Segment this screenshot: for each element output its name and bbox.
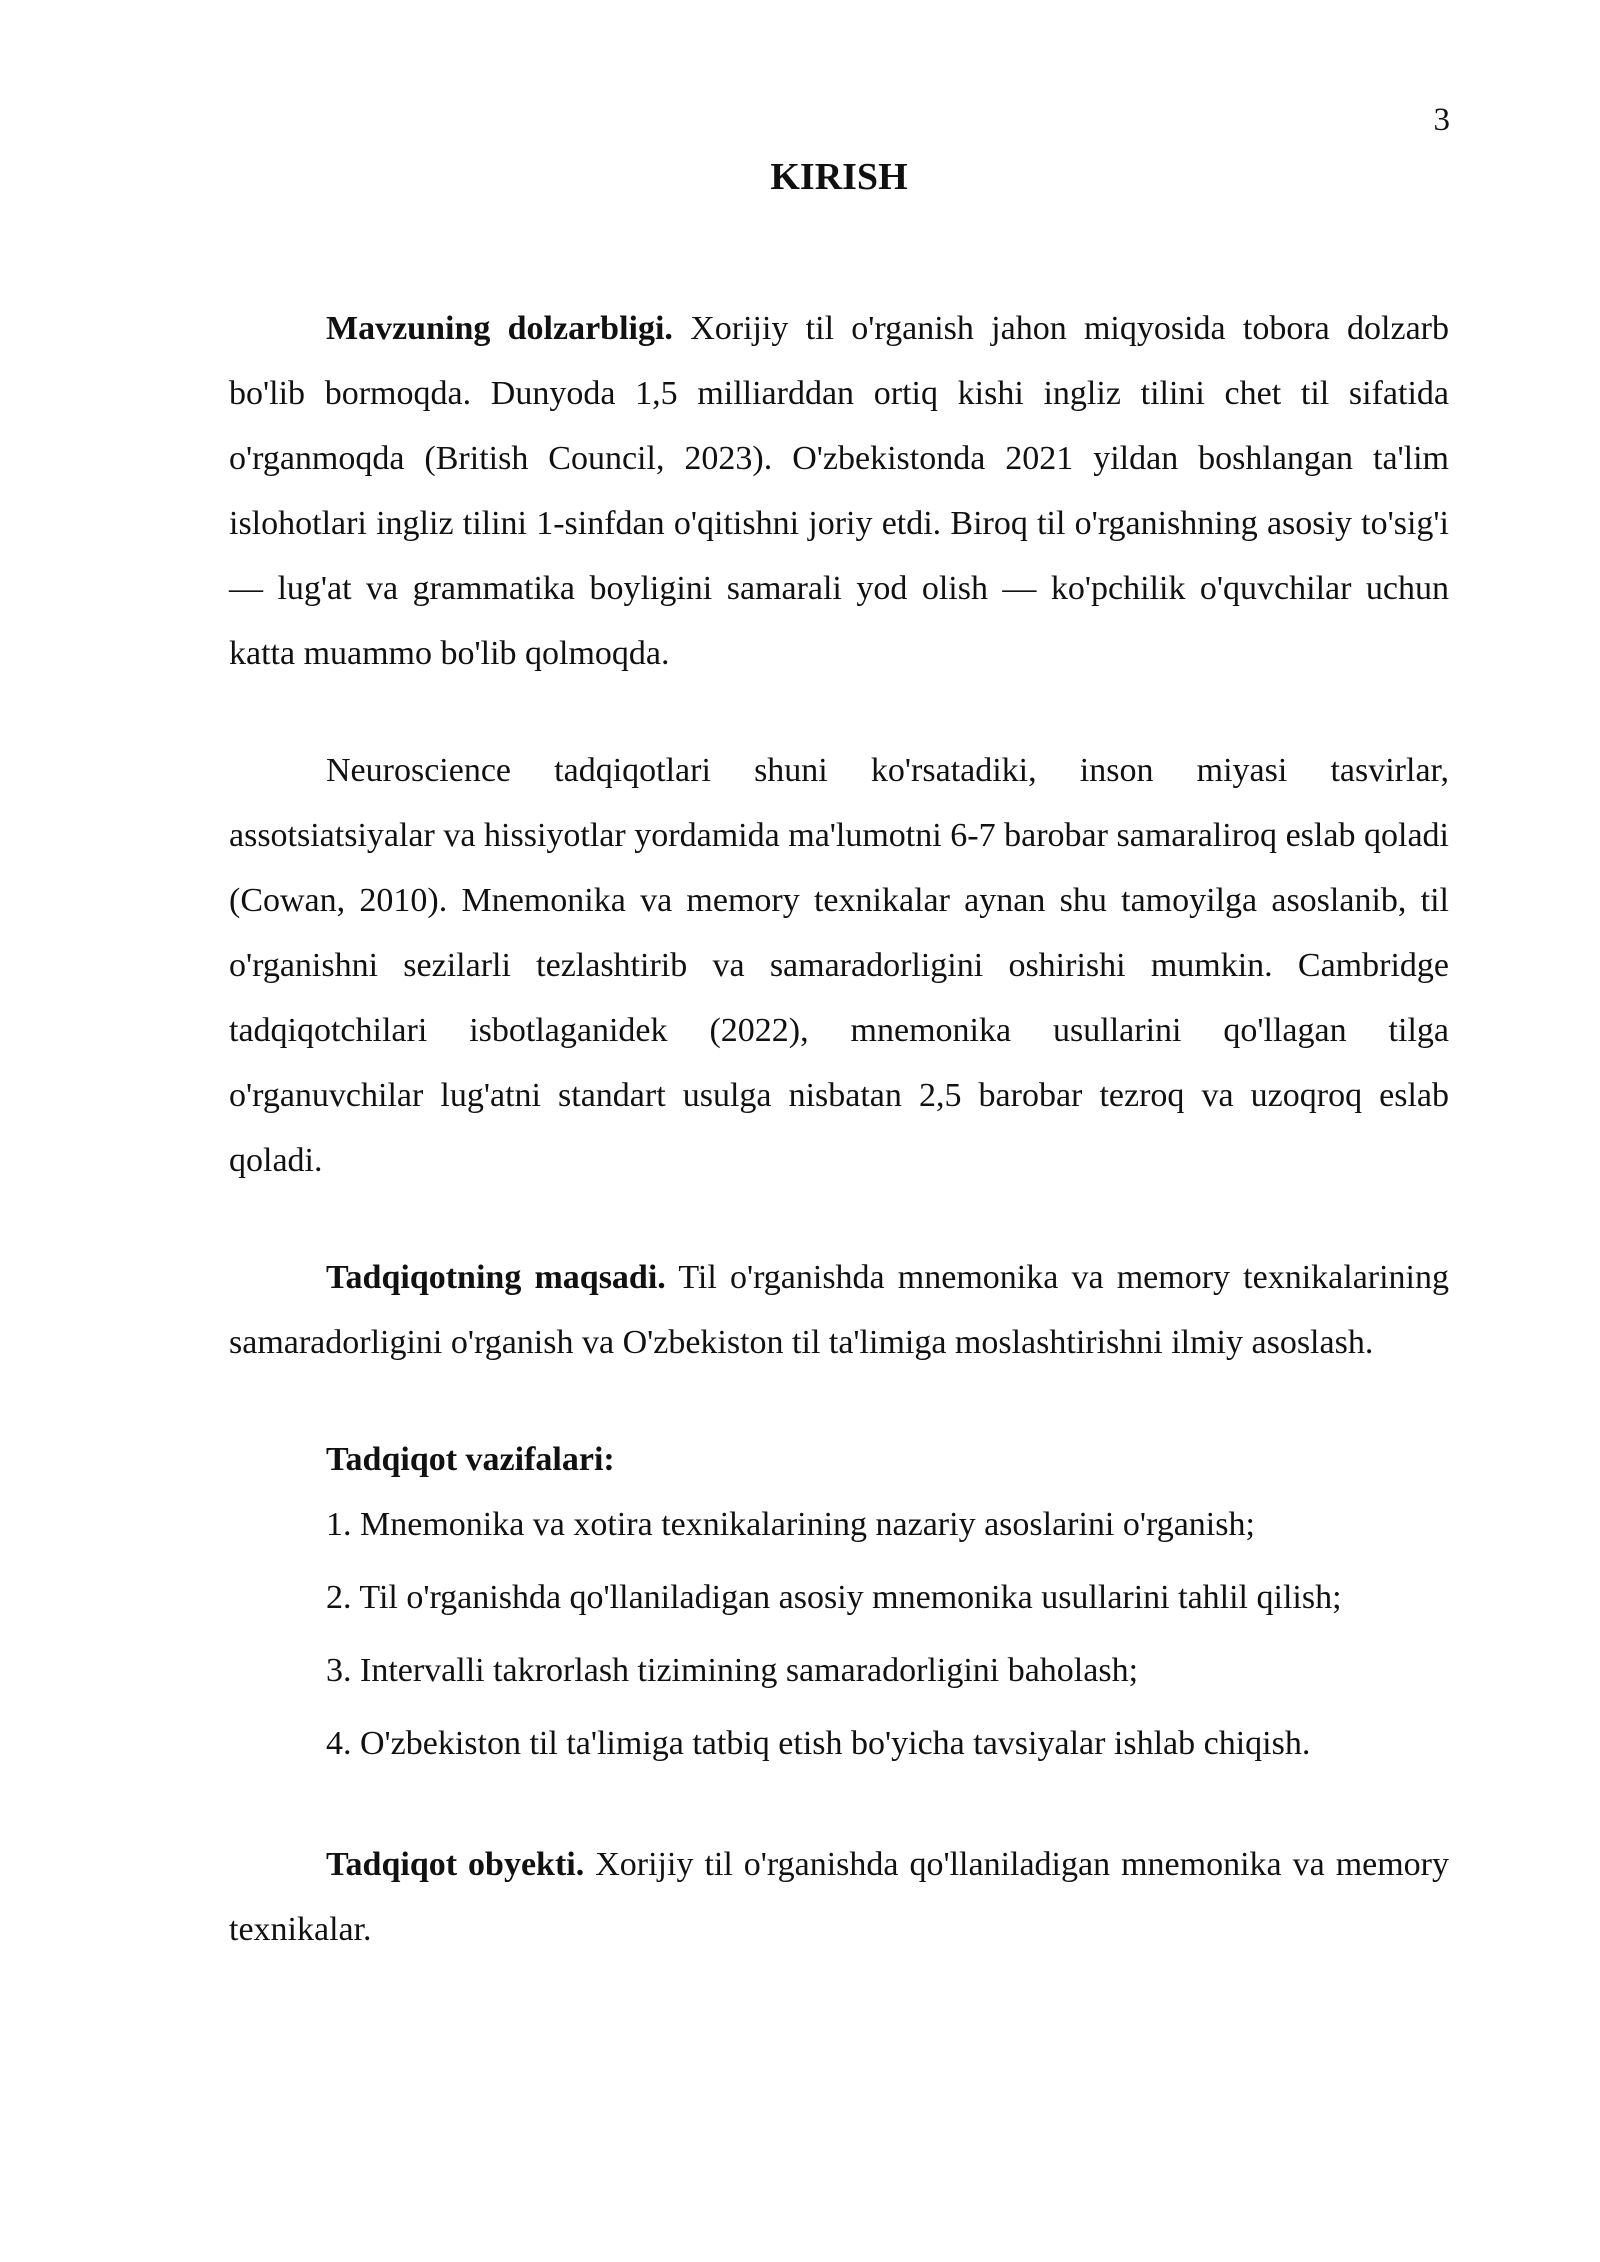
paragraph-object	[229, 1832, 1449, 1962]
section-heading: KIRISH	[770, 156, 908, 198]
object-label: Tadqiqot obyekti.	[326, 1846, 585, 1883]
list-item: 4. O'zbekiston til ta'limiga tatbiq etish bo'yicha tavsiyalar ishlab chiqish.	[326, 1725, 1311, 1762]
neuroscience-text: Neuroscience tadqiqotlari shuni ko'rsatadiki, inson miyasi tasvirlar, assotsiatsiyalar va hissiyotlar yordamida ma'lumotni 6-7 barobar samaraliroq eslab qoladi (Cowan, 2010). Mnemonika va memory texnikalar aynan shu tamoyilga asoslanib, til o'rganishni sezilarli tezlashtirib va samaradorligini oshirishi mumkin. Cambridge tadqiqotchilari isbotlaganidek (2022), mnemonika usullarini qo'llagan tilga o'rganuvchilar lug'atni standart usulga nisbatan 2,5 barobar tezroq va uzoqroq eslab qoladi.	[229, 752, 1449, 1179]
goal-label: Tadqiqotning maqsadi.	[326, 1259, 666, 1296]
paragraph-goal	[229, 1245, 1449, 1375]
object-text: Xorijiy til o'rganishda qo'llaniladigan mnemonika va memory texnikalar.	[229, 1846, 1450, 1948]
paragraph-neuroscience	[229, 738, 1449, 1193]
document-body	[229, 296, 1449, 1962]
page-number: 3	[1433, 102, 1450, 138]
list-item: 1. Mnemonika va xotira texnikalarining nazariy asoslarini o'rganish;	[326, 1506, 1255, 1543]
relevance-text: Xorijiy til o'rganish jahon miqyosida tobora dolzarb bo'lib bormoqda. Dunyoda 1,5 milliarddan ortiq kishi ingliz tilini chet til sifatida o'rganmoqda (British Council, 2023). O'zbekistonda 2021 yildan boshlangan ta'lim islohotlari ingliz tilini 1-sinfdan o'qitishni joriy etdi. Biroq til o'rganishning asosiy to'sig'i — lug'at va grammatika boyligini samarali yod olish — ko'pchilik o'quvchilar uchun katta muammo bo'lib qolmoqda.	[229, 310, 1449, 672]
tasks-heading: Tadqiqot vazifalari:	[326, 1441, 615, 1478]
relevance-label: Mavzuning dolzarbligi.	[326, 310, 673, 347]
goal-text: Til o'rganishda mnemonika va memory texnikalarining samaradorligini o'rganish va O'zbekiston til ta'limiga moslashtirishni ilmiy asoslash.	[229, 1259, 1449, 1361]
list-item: 3. Intervalli takrorlash tizimining samaradorligini baholash;	[326, 1652, 1139, 1689]
tasks-list	[229, 1492, 1449, 1776]
list-item: 2. Til o'rganishda qo'llaniladigan asosiy mnemonika usullarini tahlil qilish;	[326, 1579, 1342, 1616]
paragraph-relevance	[229, 296, 1449, 686]
